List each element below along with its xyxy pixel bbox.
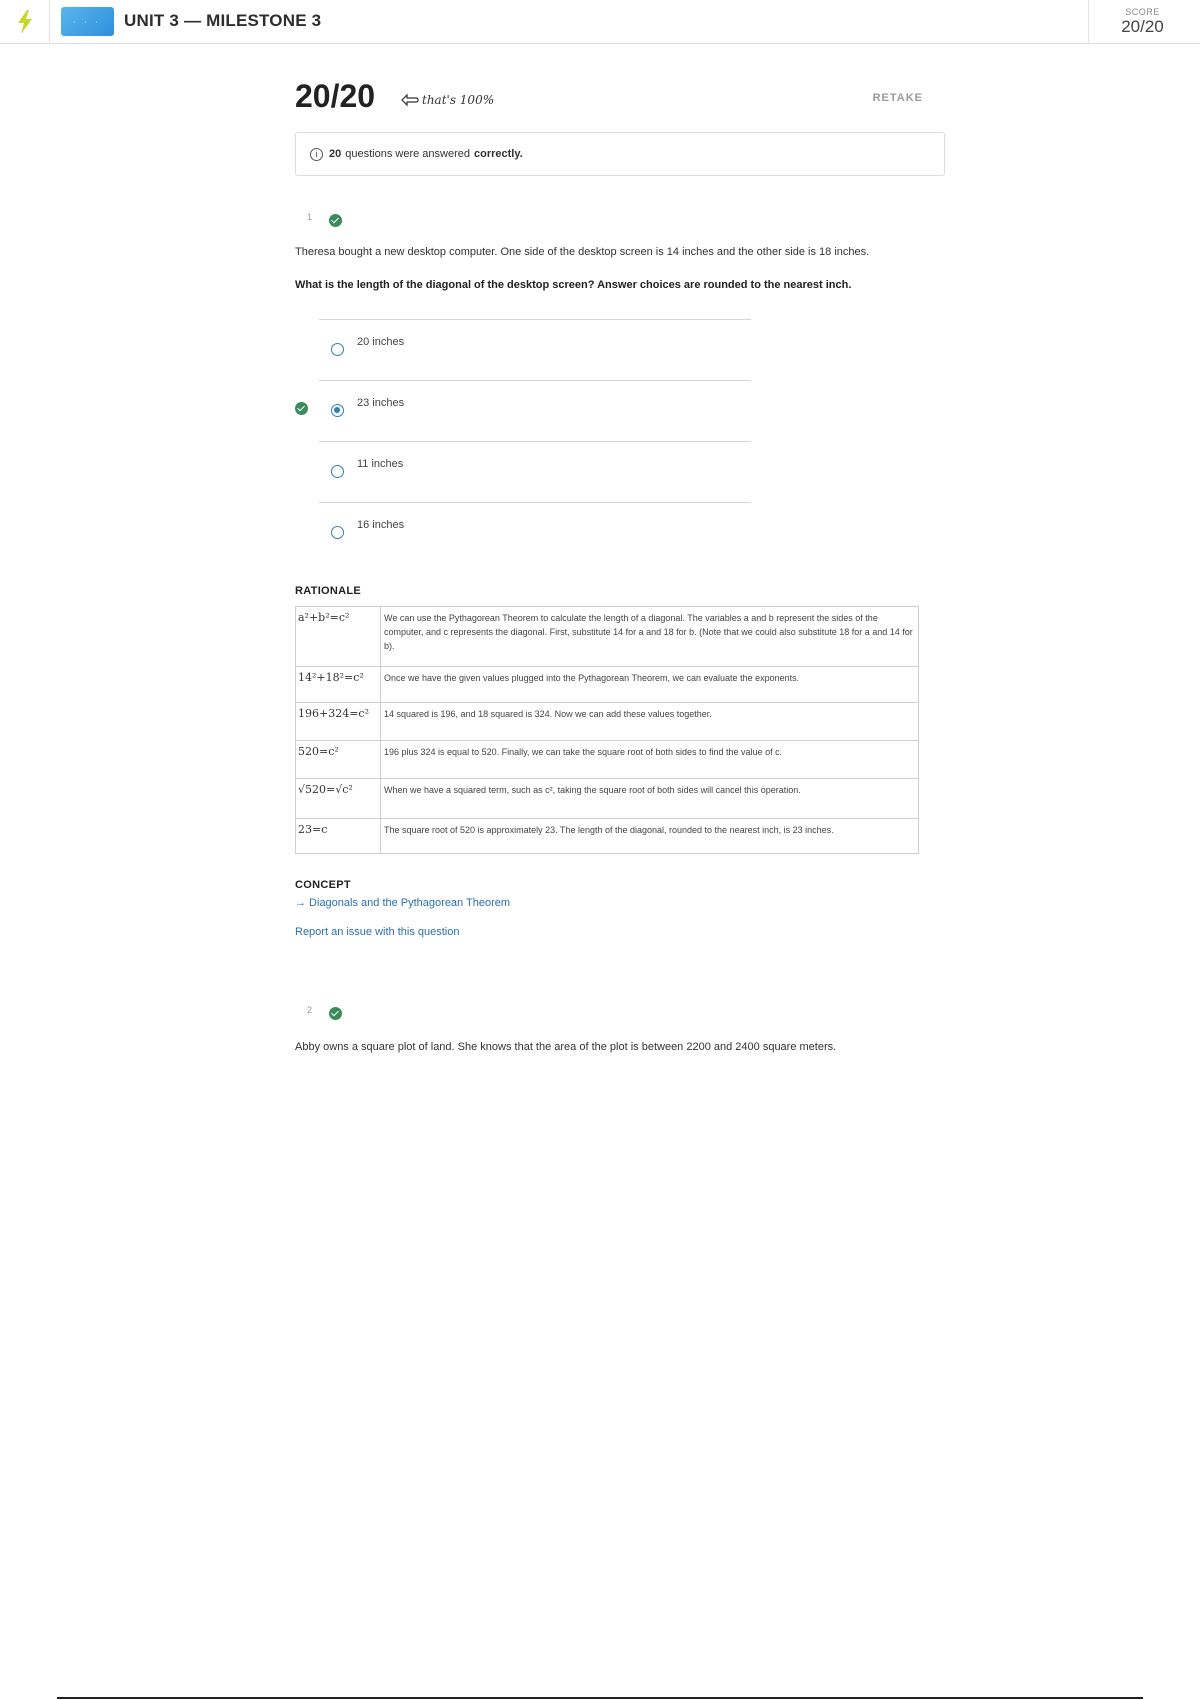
badge-text: that's 100% <box>422 93 495 107</box>
rationale-row <box>296 607 919 667</box>
rationale-equation: 23=c <box>296 819 381 854</box>
summary-banner <box>295 132 945 176</box>
unit-title: UNIT 3 — MILESTONE 3 <box>124 11 322 30</box>
final-score: 20/20 <box>295 78 376 114</box>
answer-choice[interactable] <box>319 319 751 380</box>
question-1-text: Theresa bought a new desktop computer. One side of the desktop screen is 14 inches and the other side is 18 inches. <box>295 246 870 258</box>
hand-pointing-icon <box>401 93 419 107</box>
top-bar <box>0 0 1200 44</box>
answer-choice[interactable] <box>319 502 751 563</box>
answer-choices <box>319 319 751 563</box>
question-2-text: Abby owns a square plot of land. She knows that the area of the plot is between 2200 and 2400 square meters. <box>295 1041 837 1053</box>
question-number: 1 <box>307 212 313 222</box>
report-issue-link[interactable]: Report an issue with this question <box>295 926 460 938</box>
question-2-header <box>295 995 945 1035</box>
rationale-row <box>296 741 919 779</box>
summary-count: 20 <box>329 148 342 160</box>
rationale-table <box>295 606 919 854</box>
retake-button[interactable]: RETAKE <box>872 92 923 104</box>
rationale-row <box>296 703 919 741</box>
header-score <box>1088 0 1196 44</box>
choice-label: 23 inches <box>357 397 405 409</box>
rationale-equation: 520=c² <box>296 741 381 779</box>
rationale-explanation: Once we have the given values plugged into the Pythagorean Theorem, we can evaluate the exponents. <box>381 667 919 703</box>
info-icon: i <box>310 148 323 161</box>
perfect-badge <box>401 93 494 107</box>
question-1-prompt: What is the length of the diagonal of the desktop screen? Answer choices are rounded to the nearest inch. <box>295 279 852 291</box>
answer-choice-selected[interactable] <box>319 380 751 441</box>
rationale-heading: RATIONALE <box>295 585 362 597</box>
rationale-explanation: 14 squared is 196, and 18 squared is 324. Now we can add these values together. <box>381 703 919 741</box>
thumbnail-dots: · · · <box>73 18 101 27</box>
choice-label: 11 inches <box>357 458 404 470</box>
rationale-explanation: We can use the Pythagorean Theorem to calculate the length of a diagonal. The variables a and b represent the sides of the computer, and c represents the diagonal. First, substitute 14 for a and 18 for b. (Note that we could also substitute 18 for a and 14 for b). <box>381 607 919 667</box>
rationale-row <box>296 667 919 703</box>
radio-button[interactable] <box>331 526 344 539</box>
unit-thumbnail <box>61 7 114 36</box>
choice-label: 16 inches <box>357 519 405 531</box>
concept-link[interactable]: → Diagonals and the Pythagorean Theorem <box>295 897 511 909</box>
rationale-equation: a²+b²=c² <box>296 607 381 667</box>
lightning-bolt-icon <box>14 9 36 35</box>
correct-check-icon <box>329 214 342 227</box>
concept-heading: CONCEPT <box>295 879 351 891</box>
rationale-explanation: The square root of 520 is approximately 23. The length of the diagonal, rounded to the nearest inch, is 23 inches. <box>381 819 919 854</box>
logo[interactable] <box>0 0 50 44</box>
radio-button-selected[interactable] <box>331 404 344 417</box>
rationale-equation: 14²+18²=c² <box>296 667 381 703</box>
answer-choice[interactable] <box>319 441 751 502</box>
choice-label: 20 inches <box>357 336 405 348</box>
correct-check-icon <box>295 402 308 415</box>
correct-check-icon <box>329 1007 342 1020</box>
rationale-row <box>296 779 919 819</box>
summary-emphasis: correctly. <box>474 148 523 160</box>
rationale-row <box>296 819 919 854</box>
rationale-equation: 196+324=c² <box>296 703 381 741</box>
rationale-explanation: 196 plus 324 is equal to 520. Finally, we can take the square root of both sides to find the value of c. <box>381 741 919 779</box>
question-1-header <box>295 202 945 242</box>
score-value: 20/20 <box>1121 17 1164 36</box>
rationale-equation: √520=√c² <box>296 779 381 819</box>
result-header <box>295 60 945 128</box>
bottom-divider <box>57 1697 1143 1699</box>
results-main <box>295 60 945 1057</box>
question-number: 2 <box>307 1005 313 1015</box>
rationale-explanation: When we have a squared term, such as c², taking the square root of both sides will cancel this operation. <box>381 779 919 819</box>
radio-button[interactable] <box>331 343 344 356</box>
radio-button[interactable] <box>331 465 344 478</box>
score-label: SCORE <box>1125 7 1160 17</box>
summary-text: questions were answered <box>345 148 470 160</box>
